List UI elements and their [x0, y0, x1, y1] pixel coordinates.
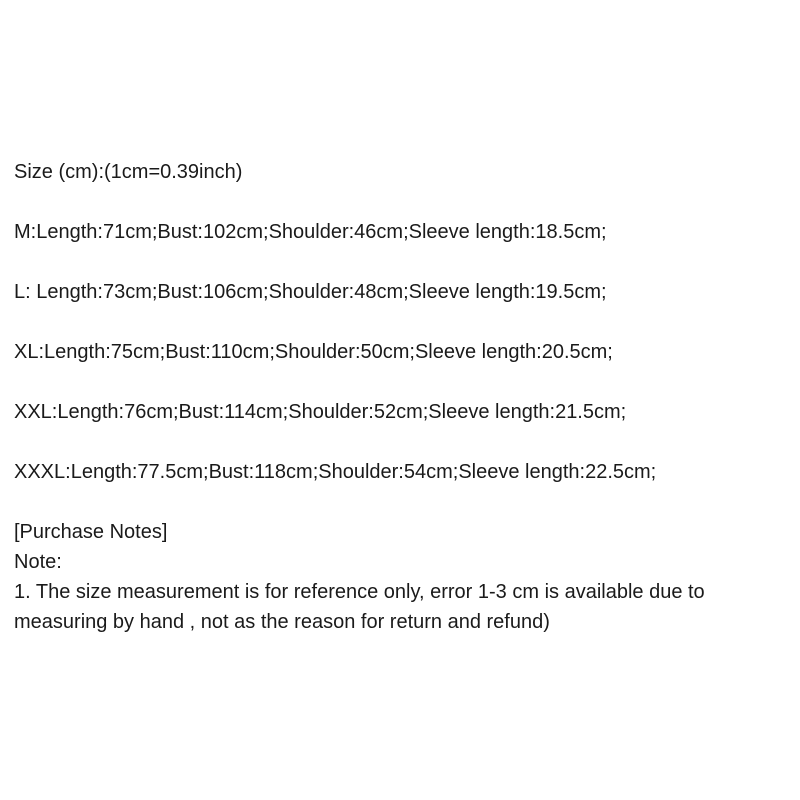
spacer: [14, 427, 790, 457]
size-row-xl: XL:Length:75cm;Bust:110cm;Shoulder:50cm;Sleeve length:20.5cm;: [14, 341, 613, 363]
spacer: [14, 307, 790, 337]
size-row-m: M:Length:71cm;Bust:102cm;Shoulder:46cm;Sleeve length:18.5cm;: [14, 221, 607, 243]
size-row-l: L: Length:73cm;Bust:106cm;Shoulder:48cm;Sleeve length:19.5cm;: [14, 281, 607, 303]
spacer: [14, 187, 790, 217]
size-row-xxl: XXL:Length:76cm;Bust:114cm;Shoulder:52cm;Sleeve length:21.5cm;: [14, 401, 627, 423]
size-chart-document: [14, 157, 790, 637]
note-label: Note:: [14, 551, 62, 573]
spacer: [14, 367, 790, 397]
size-row-xxxl: XXXL:Length:77.5cm;Bust:118cm;Shoulder:54cm;Sleeve length:22.5cm;: [14, 461, 657, 483]
size-header: Size (cm):(1cm=0.39inch): [14, 161, 243, 183]
note-item-1: 1. The size measurement is for reference only, error 1-3 cm is available due to measuring by hand , not as the reason for return and refund): [14, 581, 705, 633]
spacer: [14, 487, 790, 517]
purchase-notes-heading: [Purchase Notes]: [14, 521, 168, 543]
spacer: [14, 247, 790, 277]
